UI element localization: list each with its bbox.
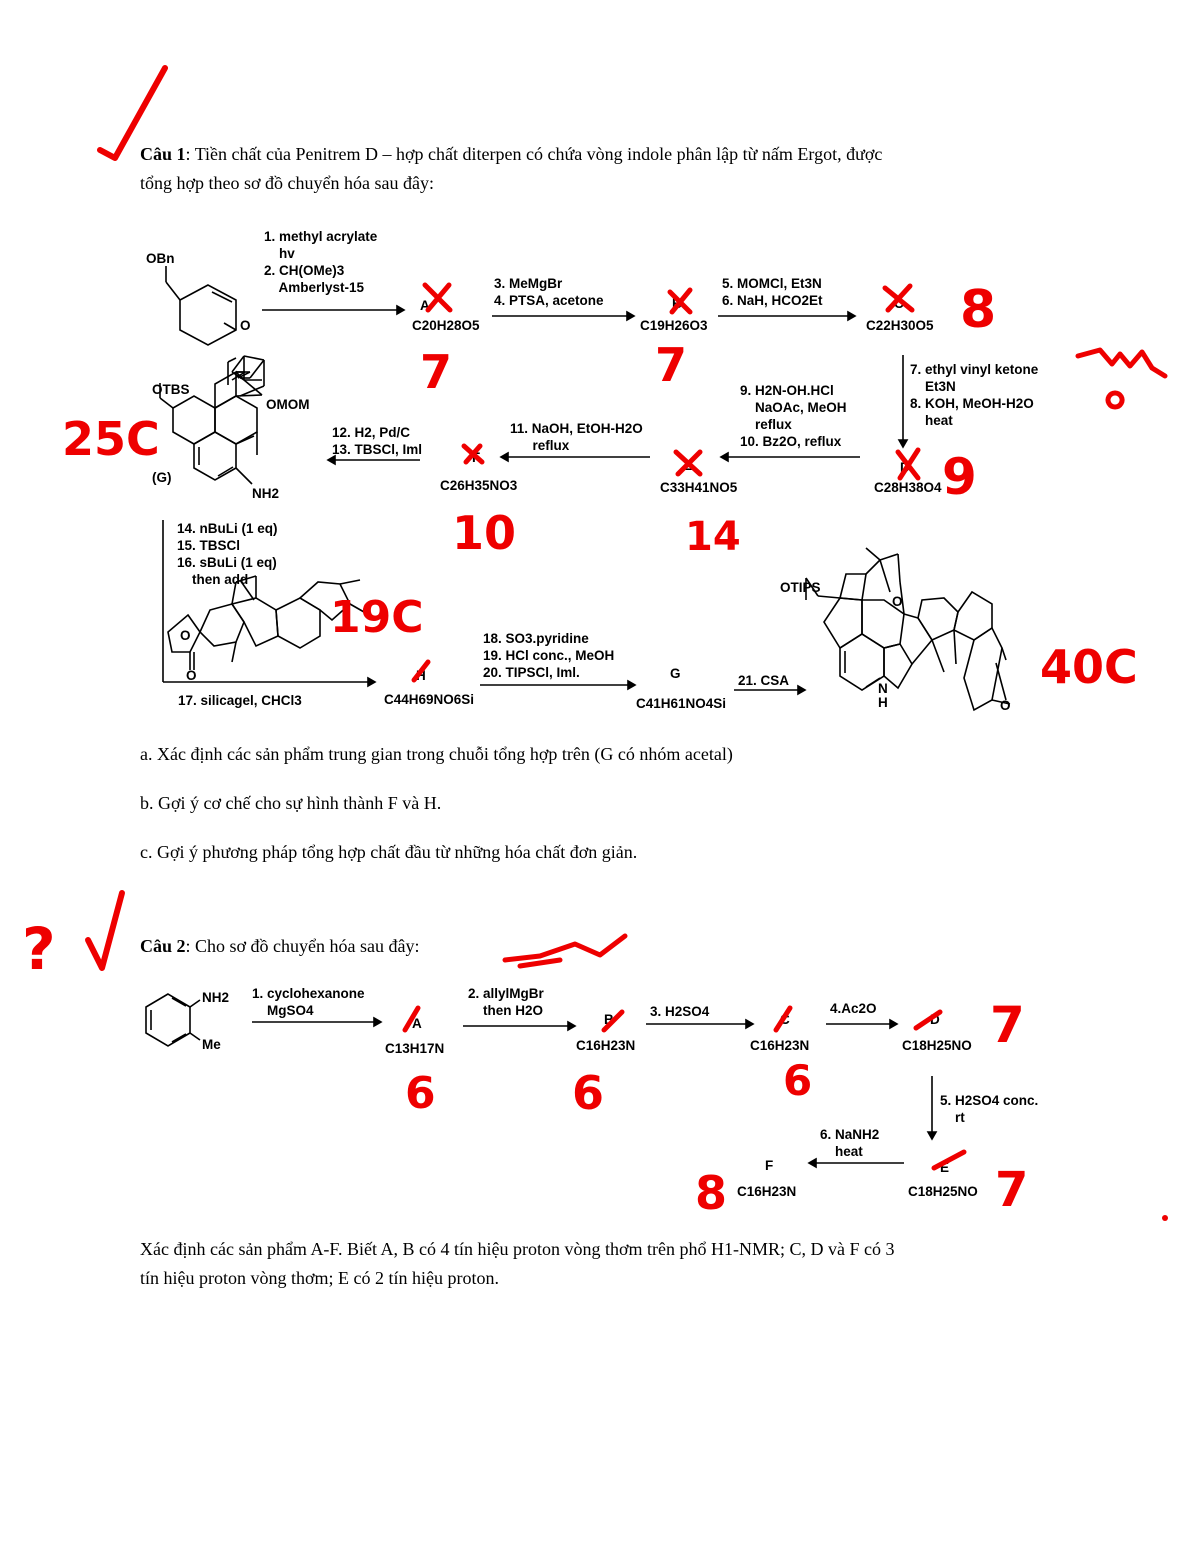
mark-q2-e-7: 7 (995, 1162, 1029, 1218)
final-otips-label: OTIPS (780, 580, 821, 595)
final-nh: N H (878, 681, 888, 710)
mark-e-14: 14 (685, 514, 741, 560)
compound-g-formula: C41H61NO4Si (636, 696, 727, 711)
step-7-8: 7. ethyl vinyl ketone Et3N 8. KOH, MeOH-H2O heat (910, 362, 1039, 428)
step-18-20: 18. SO3.pyridine 19. HCl conc., MeOH 20. TIPSCl, Iml. (483, 631, 615, 680)
compound-e-formula: C33H41NO5 (660, 480, 738, 495)
mark-g-25c: 25C (62, 412, 160, 466)
q1-text-line1: : Tiền chất của Penitrem D – hợp chất diterpen có chứa vòng indole phân lập từ nấm Ergot, được (185, 144, 883, 164)
question-mark: ? (22, 915, 56, 983)
g-structure-label: (G) (152, 470, 172, 485)
compound-f-letter: F (472, 450, 481, 465)
compound-b-letter: B (672, 296, 682, 311)
compound-b-formula: C19H26O3 (640, 318, 708, 333)
compound-d-letter: D (900, 460, 910, 475)
q2-step-5: 5. H2SO4 conc. rt (940, 1093, 1039, 1125)
cross-d (898, 450, 918, 478)
mark-fragment-19c: 19C (330, 592, 424, 643)
mark-q2-b-6: 6 (572, 1066, 605, 1120)
ethyl-vinyl-oxygen (1108, 393, 1122, 407)
slash-q2-c (776, 1008, 790, 1030)
step-9-10: 9. H2N-OH.HCl NaOAc, MeOH reflux 10. Bz2O, reflux (740, 383, 847, 449)
cross-b (670, 290, 690, 312)
q2-start-me: Me (202, 1037, 221, 1052)
mark-q2-a-6: 6 (405, 1068, 436, 1119)
step-12-13: 12. H2, Pd/C 13. TBSCl, Iml (332, 425, 423, 457)
step-21: 21. CSA (738, 673, 790, 688)
q2-start-nh2: NH2 (202, 990, 230, 1005)
g-otbs-label: OTBS (152, 382, 190, 397)
q2-text-body: : Cho sơ đồ chuyển hóa sau đây: (185, 936, 420, 956)
q2-instruction-line1: Xác định các sản phẩm A-F. Biết A, B có 4 tín hiệu proton vòng thơm trên phổ H1-NMR; C, D và F có 3 (140, 1239, 895, 1259)
slash-q2-a (405, 1008, 418, 1030)
slash-q2-d (916, 1012, 940, 1028)
cross-c (885, 286, 912, 310)
checkmark-q1 (100, 68, 165, 158)
step-11: 11. NaOH, EtOH-H2O reflux (510, 421, 643, 453)
q1-text-line2: tổng hợp theo sơ đồ chuyển hóa sau đây: (140, 173, 434, 193)
start-carbonyl-o: O (240, 318, 251, 333)
slash-q2-b (604, 1012, 622, 1030)
g-nh2-label: NH2 (252, 486, 280, 501)
step-5-6: 5. MOMCl, Et3N 6. NaH, HCO2Et (722, 276, 823, 308)
red-dot (1162, 1215, 1168, 1221)
q2-d-formula: C18H25NO (902, 1038, 972, 1053)
q2-f-formula: C16H23N (737, 1184, 797, 1199)
lactone-o1: O (180, 628, 191, 643)
q2-step-6: 6. NaNH2 heat (820, 1127, 880, 1159)
g-omom-label: OMOM (266, 397, 310, 412)
q2-c-formula: C16H23N (750, 1038, 810, 1053)
q1-part-b: b. Gợi ý cơ chế cho sự hình thành F và H. (140, 793, 442, 813)
q2-d-letter: D (930, 1012, 940, 1027)
step-17: 17. silicagel, CHCl3 (178, 693, 302, 708)
q2-a-letter: A (412, 1016, 422, 1031)
q2-step-3: 3. H2SO4 (650, 1004, 710, 1019)
q2-b-formula: C16H23N (576, 1038, 636, 1053)
compound-a-formula: C20H28O5 (412, 318, 480, 333)
compound-f-formula: C26H35NO3 (440, 478, 518, 493)
ethyl-vinyl-scribble (1078, 350, 1165, 376)
q2-label: Câu 2 (140, 936, 186, 956)
final-ketone-o: O (1000, 698, 1011, 713)
compound-a-letter: A (420, 298, 430, 313)
q2-step-2: 2. allylMgBr then H2O (468, 986, 544, 1018)
slash-h (414, 662, 428, 680)
compound-d-formula: C28H38O4 (874, 480, 942, 495)
compound-c-formula: C22H30O5 (866, 318, 934, 333)
q2-e-formula: C18H25NO (908, 1184, 978, 1199)
lactone-o2: O (186, 668, 197, 683)
cross-f (464, 446, 482, 462)
mark-c-8: 8 (960, 280, 997, 340)
mark-final-40c: 40C (1040, 640, 1138, 694)
q2-a-formula: C13H17N (385, 1041, 445, 1056)
slash-q2-e (934, 1152, 964, 1168)
q1-label: Câu 1 (140, 144, 186, 164)
q2-f-letter: F (765, 1158, 774, 1173)
q1-part-c: c. Gợi ý phương pháp tổng hợp chất đầu từ những hóa chất đơn giản. (140, 842, 638, 862)
q2-b-letter: B (604, 1012, 614, 1027)
q2-instruction-line2: tín hiệu proton vòng thơm; E có 2 tín hiệu proton. (140, 1268, 499, 1288)
mark-q2-d-7: 7 (990, 996, 1025, 1054)
step-3-4: 3. MeMgBr 4. PTSA, acetone (494, 276, 604, 308)
final-ring-o: O (892, 594, 903, 609)
mark-q2-c-6: 6 (783, 1056, 813, 1105)
compound-e-letter: E (684, 458, 694, 473)
q2-step-1: 1. cyclohexanone MgSO4 (252, 986, 365, 1018)
q2-step-4: 4.Ac2O (830, 1001, 877, 1016)
start-obn-label: OBn (146, 251, 175, 266)
allyl-scribble (505, 936, 625, 966)
compound-g-letter: G (670, 666, 681, 681)
mark-q2-f-8: 8 (695, 1166, 728, 1220)
compound-h-formula: C44H69NO6Si (384, 692, 475, 707)
mark-d-9: 9 (942, 448, 977, 506)
q2-e-letter: E (940, 1160, 950, 1175)
mark-b-7: 7 (655, 338, 688, 392)
compound-c-letter: C (894, 296, 904, 311)
compound-h-letter: H (416, 668, 426, 683)
step-1-2: 1. methyl acrylate hv 2. CH(OMe)3 Amberlyst-15 (264, 229, 378, 295)
checkmark-q2 (88, 893, 122, 968)
q1-part-a: a. Xác định các sản phẩm trung gian trong chuỗi tổng hợp trên (G có nhóm acetal) (140, 744, 733, 764)
cross-a (425, 285, 450, 310)
step-14-16: 14. nBuLi (1 eq) 15. TBSCl 16. sBuLi (1 eq) then add (177, 521, 278, 587)
mark-f-10: 10 (452, 506, 517, 560)
mark-a-7: 7 (420, 345, 453, 399)
cross-e (676, 452, 700, 474)
q2-c-letter: C (780, 1012, 790, 1027)
